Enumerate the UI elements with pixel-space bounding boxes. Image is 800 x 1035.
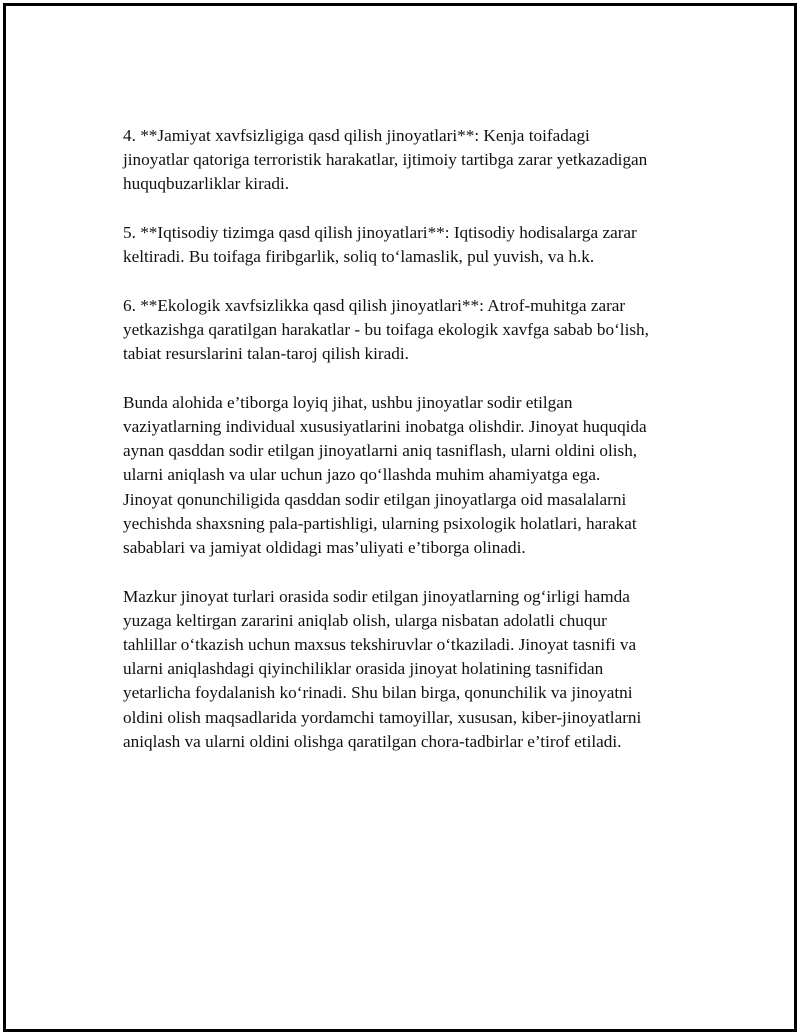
text-line: vaziyatlarning individual xususiyatlarini inobatga olishdir. Jinoyat huquqida	[123, 417, 647, 436]
text-line: aniqlash va ularni oldini olishga qaratilgan chora-tadbirlar e’tirof etiladi.	[123, 731, 622, 751]
text-line: keltiradi. Bu toifaga firibgarlik, soliq to‘lamaslik, pul yuvish, va h.k.	[123, 247, 595, 267]
text-line: huquqbuzarliklar kiradi.	[123, 174, 290, 194]
paragraph-item-4	[123, 124, 713, 197]
text-line: yetkazishga qaratilgan harakatlar - bu toifaga ekologik xavfga sabab bo‘lish,	[123, 320, 649, 339]
text-line: yechishda shaxsning pala-partishligi, ularning psixologik holatlari, harakat	[123, 513, 637, 533]
text-line: 5. **Iqtisodiy tizimga qasd qilish jinoyatlari**: Iqtisodiy hodisalarga zarar	[123, 223, 637, 242]
paragraph-item-5	[123, 221, 713, 269]
document-body	[123, 124, 713, 754]
paragraph-item-6	[123, 294, 713, 367]
paragraph-summary	[123, 585, 713, 754]
text-line: ularni aniqlashdagi qiyinchiliklar orasida jinoyat holatining tasnifidan	[123, 659, 604, 679]
text-line: oldini olish maqsadlarida yordamchi tamoyillar, xususan, kiber-jinoyatlarni	[123, 707, 642, 727]
text-line: 6. **Ekologik xavfsizlikka qasd qilish jinoyatlari**: Atrof-muhitga zarar	[123, 295, 626, 315]
text-line: Bunda alohida e’tiborga loyiq jihat, ushbu jinoyatlar sodir etilgan	[123, 392, 573, 412]
text-line: sabablari va jamiyat oldidagi mas’uliyati e’tiborga olinadi.	[123, 538, 526, 558]
paragraph-note	[123, 391, 713, 560]
text-line: tabiat resurslarini talan-taroj qilish kiradi.	[123, 344, 409, 364]
text-line: yuzaga keltirgan zararini aniqlab olish, ularga nisbatan adolatli chuqur	[123, 610, 607, 630]
text-line: 4. **Jamiyat xavfsizligiga qasd qilish jinoyatlari**: Kenja toifadagi	[123, 126, 590, 145]
text-line: Mazkur jinoyat turlari orasida sodir etilgan jinoyatlarning og‘irligi hamda	[123, 586, 630, 606]
page-frame	[3, 3, 797, 1032]
text-line: aynan qasddan sodir etilgan jinoyatlarni aniq tasniflash, ularni oldini olish,	[123, 441, 638, 461]
text-line: jinoyatlar qatoriga terroristik harakatlar, ijtimoiy tartibga zarar yetkazadigan	[123, 150, 648, 170]
text-line: tahlillar o‘tkazish uchun maxsus tekshiruvlar o‘tkaziladi. Jinoyat tasnifi va	[123, 635, 637, 655]
text-line: ularni aniqlash va ular uchun jazo qo‘llashda muhim ahamiyatga ega.	[123, 465, 601, 485]
text-line: yetarlicha foydalanish ko‘rinadi. Shu bilan birga, qonunchilik va jinoyatni	[123, 683, 633, 703]
text-line: Jinoyat qonunchiligida qasddan sodir etilgan jinoyatlarga oid masalalarni	[123, 489, 627, 509]
